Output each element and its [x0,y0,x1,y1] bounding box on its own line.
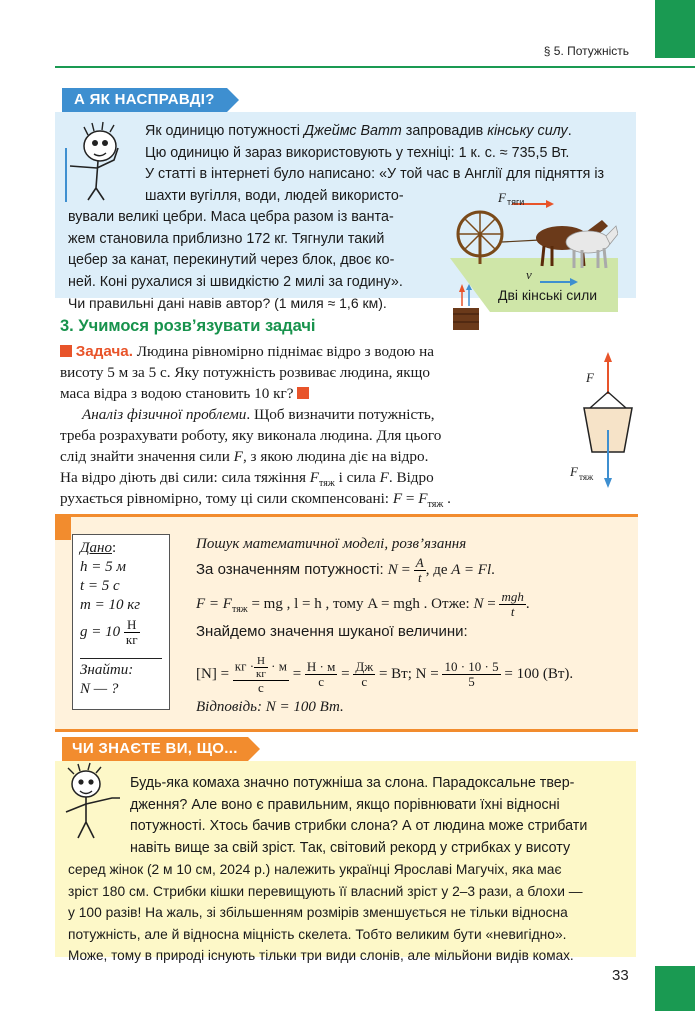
thinking-character-icon [58,118,133,203]
solution-answer: Відповідь: N = 100 Вт. [196,699,344,715]
task-line-3: маса відра з водою становить 10 кг? [60,383,560,405]
page-number: 33 [612,967,629,984]
header-rule [55,66,695,68]
bucket-forces-figure [568,352,648,492]
given-h: h = 5 м [80,559,126,575]
given-m: m = 10 кг [80,597,141,613]
fact-line-8: потужність, але й відносна міцність скелета. Тобто великим бути «невигідно». [68,927,567,942]
fact-line-1: Будь-яка комаха значно потужніша за слона. Парадоксальне твер- [130,775,575,791]
solution-find-text: Знайдемо значення шуканої величини: [196,623,468,640]
task-marker-icon [60,345,72,357]
green-corner-tab [655,0,695,58]
reality-text-line-7: цебер за канат, перекинутий через блок, двоє ко- [68,252,395,268]
reality-text-line-8: ней. Коні рухалися зі швидкістю 2 милі за годину». [68,274,403,290]
reality-text-line-6: жем становила приблизно 172 кг. Тягнули такий [68,231,385,247]
solution-box-tab [55,514,71,540]
fact-line-5: серед жінок (2 м 10 см, 2024 р.) належить українці Ярославі Магучіх, яка має [68,862,562,877]
fact-line-6: зріст 180 см. Стрибки кішки перевищують її власний зріст у 2–3 рази, а блохи — [68,884,583,899]
svg-text:тяги: тяги [507,197,525,207]
running-header: § 5. Потужність [543,44,629,58]
svg-text:v: v [526,267,532,282]
given-t: t = 5 с [80,578,120,594]
small-bucket-icon [449,284,483,332]
analysis-line-2: треба розрахувати роботу, яку виконала людина. Для цього [60,427,442,444]
task-line-1: Задача. Людина рівномірно піднімає відро з водою на [60,341,560,363]
find-title: Знайти: [80,662,134,678]
svg-text:F: F [586,370,594,385]
task-end-marker-icon [297,387,309,399]
fact-line-4: навіть вище за свій зріст. Так, світовий рекорд у стрибках у висоту [130,840,571,856]
fact-line-7: у 100 разів! На жаль, зі збільшенням розмірів зменшується не тільки відносна [68,905,568,920]
reality-text-line-4: шахти вугілля, води, людей використо- [145,188,404,204]
svg-text:F: F [570,464,578,479]
solution-definition: За означенням потужності: N = $\frac{A}{t}$ , де A = Fl. [196,555,495,586]
reality-text-line-5: вували великі цебри. Маса цебра разом із вантa- [68,209,394,225]
svg-text:F: F [498,190,506,205]
reality-text-line-3: У статті в інтернеті було написано: «У той час в Англії для підняття із [145,166,605,182]
find-value: N — ? [80,681,119,697]
fact-line-9: Може, тому в природі існують тільки три види слонів, але мільйони видів комах. [68,948,574,963]
analysis-line-5: рухається рівномірно, тому ці сили скомпенсовані: $F = F_{тяж}$ . [60,490,451,511]
fact-line-2: дження? Але воно є правильним, якщо порівнювати їхні відносні [130,797,560,813]
reality-text-line-9: Чи правильні дані навів автор? (1 миля ≈ 1,6 км). [68,295,387,311]
given-title: Дано: [80,540,117,556]
solution-units: [N] = кг · $\frac{Н}{кг}$ · м с = $\frac{Н \cdot м}{с}$ = $\frac{Дж}{с}$ = Вт; N = $\frac{10 \cdot 10 \cdot 5}{5}$ = 100 (Вт). [196,654,574,695]
section-title: 3. Учимося розв’язувати задачі [60,317,316,335]
did-you-know-label: ЧИ ЗНАЄТЕ ВИ, ЩО... [62,737,248,761]
reality-box-label: А ЯК НАСПРАВДІ? [62,88,227,112]
solution-derivation: $F = F_{тяж}$ = mg , l = h , тому A = mgh . Отже: N = $\frac{\text{mgh}}{t}$ . [196,589,530,620]
task-line-2: висоту 5 м за 5 с. Яку потужність розвиває людина, якщо [60,364,430,381]
reality-text-line-1: Як одиницю потужності Джеймс Ватт запровадив кінську силу. [145,123,572,139]
svg-text:тяж: тяж [579,472,594,482]
figure-caption: Дві кінські сили [498,287,598,303]
given-divider [80,658,162,659]
analysis-line-1: Аналіз фізичної проблеми. Щоб визначити потужність, [82,406,435,423]
given-g: g = 10 $\frac{Н}{кг}$ [80,617,138,647]
solution-title: Пошук математичної моделі, розв’язання [196,536,467,552]
fact-line-3: потужності. Хтось бачив стрибки слона? А от людина може стрибати [130,818,588,834]
reality-text-line-2: Цю одиницю й зараз використовують у техніці: 1 к. с. ≈ 735,5 Вт. [145,145,570,161]
pointing-character-icon [58,762,123,842]
analysis-line-3: слід знайти значення сили F, з якою людина діє на відро. [60,448,429,465]
analysis-line-4: На відро діють дві сили: сила тяжіння $F_{тяж}$ і сила F. Відро [60,469,434,490]
green-corner-tab-bottom [655,966,695,1011]
